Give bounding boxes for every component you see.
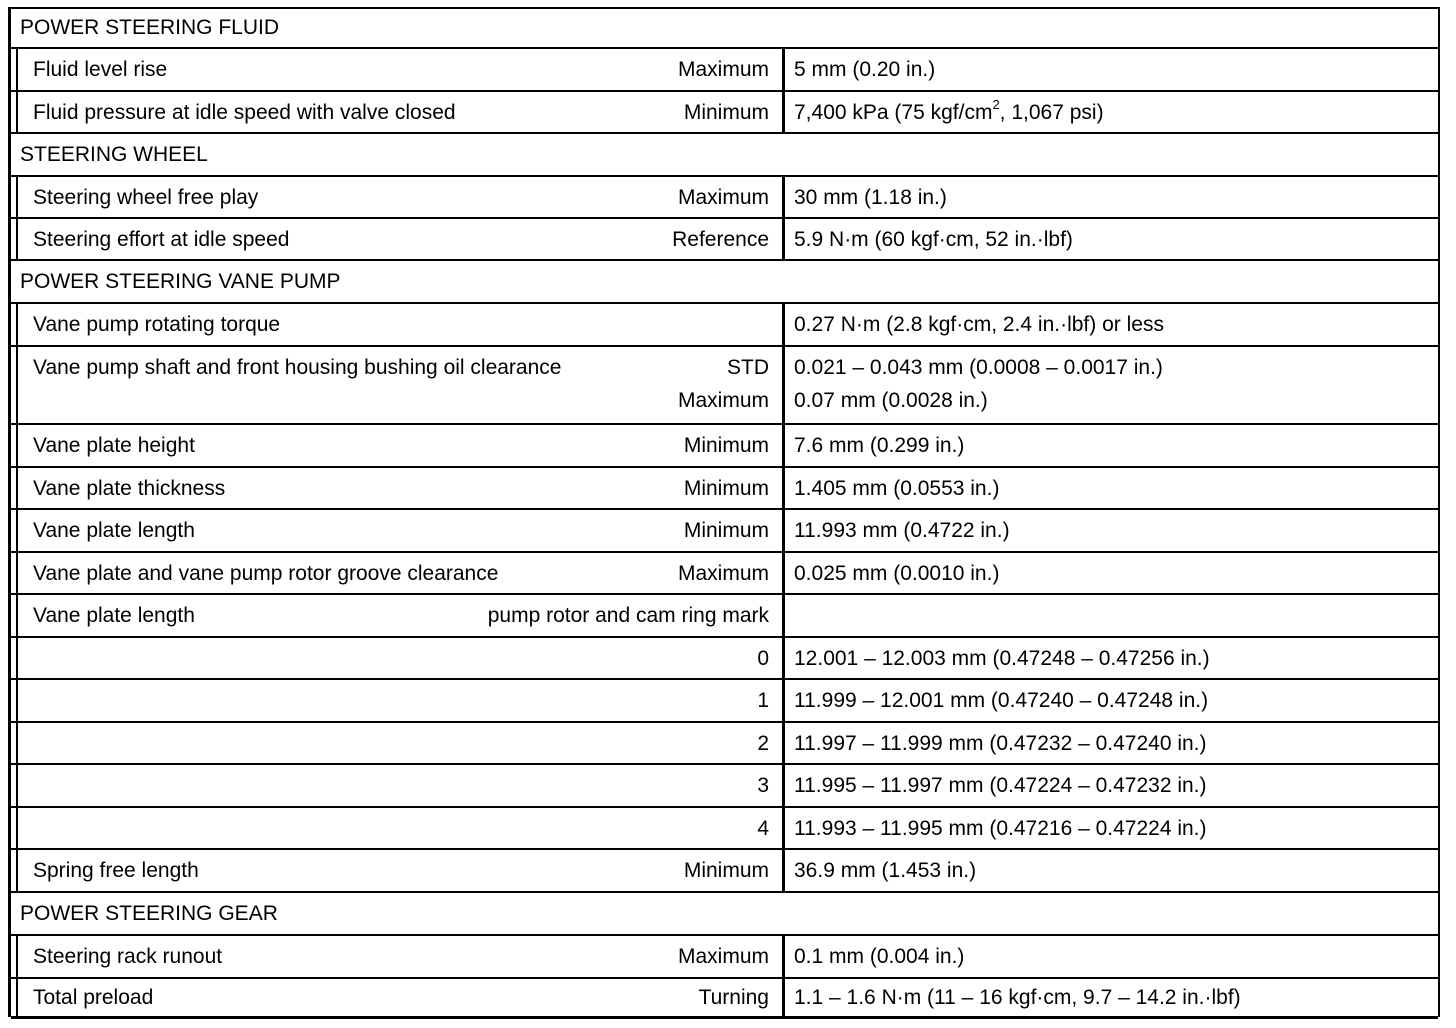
spec-value: 5 mm (0.20 in.) bbox=[794, 58, 936, 81]
spec-name: Vane pump shaft and front housing bushing oil clearance bbox=[33, 356, 562, 379]
table-row bbox=[11, 177, 1438, 219]
table-row bbox=[11, 850, 1438, 893]
table-row bbox=[11, 936, 1438, 979]
section-header bbox=[11, 261, 1438, 304]
table-row bbox=[11, 808, 1438, 850]
spec-name: Fluid pressure at idle speed with valve closed bbox=[33, 101, 456, 124]
spec-condition: 1 bbox=[757, 689, 769, 712]
spec-value: 11.997 – 11.999 mm (0.47232 – 0.47240 in.) bbox=[794, 732, 1207, 755]
spec-value: 7,400 kPa (75 kgf/$cm^2$, 1,067 psi) bbox=[794, 97, 1104, 124]
spec-condition: Maximum bbox=[677, 58, 769, 81]
spec-condition: Minimum bbox=[683, 477, 769, 500]
spec-condition: Maximum bbox=[677, 186, 769, 209]
spec-name: Vane plate thickness bbox=[33, 477, 226, 500]
table-row bbox=[11, 347, 1438, 425]
table-row bbox=[11, 468, 1438, 510]
spec-value: 11.999 – 12.001 mm (0.47240 – 0.47248 in.) bbox=[794, 689, 1209, 712]
section-header bbox=[11, 893, 1438, 936]
spec-value: 7.6 mm (0.299 in.) bbox=[794, 434, 965, 457]
spec-condition: 2 bbox=[757, 732, 769, 755]
spec-condition: STD bbox=[727, 356, 769, 379]
spec-condition: Maximum bbox=[677, 945, 769, 968]
spec-condition: Minimum bbox=[683, 859, 769, 882]
table-row bbox=[11, 765, 1438, 808]
table-row bbox=[11, 219, 1438, 261]
spec-value: 30 mm (1.18 in.) bbox=[794, 186, 947, 209]
table-row bbox=[11, 680, 1438, 723]
spec-table bbox=[8, 7, 1440, 1017]
spec-condition: Maximum bbox=[677, 389, 769, 412]
spec-condition: Minimum bbox=[683, 434, 769, 457]
spec-condition: 0 bbox=[757, 647, 769, 670]
table-row bbox=[11, 425, 1438, 468]
table-row bbox=[11, 595, 1438, 638]
spec-value: 0.27 N·m (2.8 kgf·cm, 2.4 in.·lbf) or less bbox=[794, 313, 1164, 336]
table-row bbox=[11, 638, 1438, 680]
spec-condition: Maximum bbox=[677, 562, 769, 585]
spec-value: 11.993 mm (0.4722 in.) bbox=[794, 519, 1010, 542]
spec-value: 0.1 mm (0.004 in.) bbox=[794, 945, 965, 968]
section-header bbox=[11, 9, 1438, 49]
spec-value: 11.993 – 11.995 mm (0.47216 – 0.47224 in.) bbox=[794, 817, 1207, 840]
spec-value: 11.995 – 11.997 mm (0.47224 – 0.47232 in.) bbox=[794, 774, 1207, 797]
table-row bbox=[11, 979, 1438, 1019]
spec-condition: Reference bbox=[672, 228, 769, 251]
spec-value: 1.1 – 1.6 N·m (11 – 16 kgf·cm, 9.7 – 14.2 in.·lbf) bbox=[794, 986, 1241, 1009]
spec-name: Spring free length bbox=[33, 859, 199, 882]
table-row bbox=[11, 723, 1438, 765]
spec-value: 1.405 mm (0.0553 in.) bbox=[794, 477, 1000, 500]
spec-value: 36.9 mm (1.453 in.) bbox=[794, 859, 977, 882]
spec-name: Total preload bbox=[33, 986, 154, 1009]
spec-condition: pump rotor and cam ring mark bbox=[487, 604, 769, 627]
spec-value: 0.07 mm (0.0028 in.) bbox=[794, 389, 988, 412]
spec-name: Fluid level rise bbox=[33, 58, 168, 81]
spec-name: Steering wheel free play bbox=[33, 186, 259, 209]
section-title: POWER STEERING GEAR bbox=[20, 901, 278, 925]
spec-value: 5.9 N·m (60 kgf·cm, 52 in.·lbf) bbox=[794, 228, 1073, 251]
spec-value: 0.021 – 0.043 mm (0.0008 – 0.0017 in.) bbox=[794, 356, 1163, 379]
table-row bbox=[11, 92, 1438, 134]
section-header bbox=[11, 134, 1438, 177]
table-row bbox=[11, 510, 1438, 553]
spec-value: 0.025 mm (0.0010 in.) bbox=[794, 562, 1000, 585]
spec-condition: Minimum bbox=[683, 519, 769, 542]
spec-condition: Minimum bbox=[683, 101, 769, 124]
spec-name: Vane plate length bbox=[33, 519, 195, 542]
spec-name: Steering rack runout bbox=[33, 945, 223, 968]
section-title: POWER STEERING VANE PUMP bbox=[20, 269, 341, 293]
spec-name: Vane plate height bbox=[33, 434, 195, 457]
spec-condition: 4 bbox=[757, 817, 769, 840]
spec-name: Vane pump rotating torque bbox=[33, 313, 281, 336]
section-title: POWER STEERING FLUID bbox=[20, 16, 280, 39]
spec-name: Vane plate and vane pump rotor groove clearance bbox=[33, 562, 499, 585]
section-title: STEERING WHEEL bbox=[20, 142, 208, 166]
spec-condition: Turning bbox=[698, 986, 769, 1009]
table-row bbox=[11, 304, 1438, 347]
spec-name: Steering effort at idle speed bbox=[33, 228, 290, 251]
spec-name: Vane plate length bbox=[33, 604, 195, 627]
table-row bbox=[11, 553, 1438, 595]
table-row bbox=[11, 49, 1438, 92]
spec-value: 12.001 – 12.003 mm (0.47248 – 0.47256 in.) bbox=[794, 647, 1210, 670]
spec-condition: 3 bbox=[757, 774, 769, 797]
